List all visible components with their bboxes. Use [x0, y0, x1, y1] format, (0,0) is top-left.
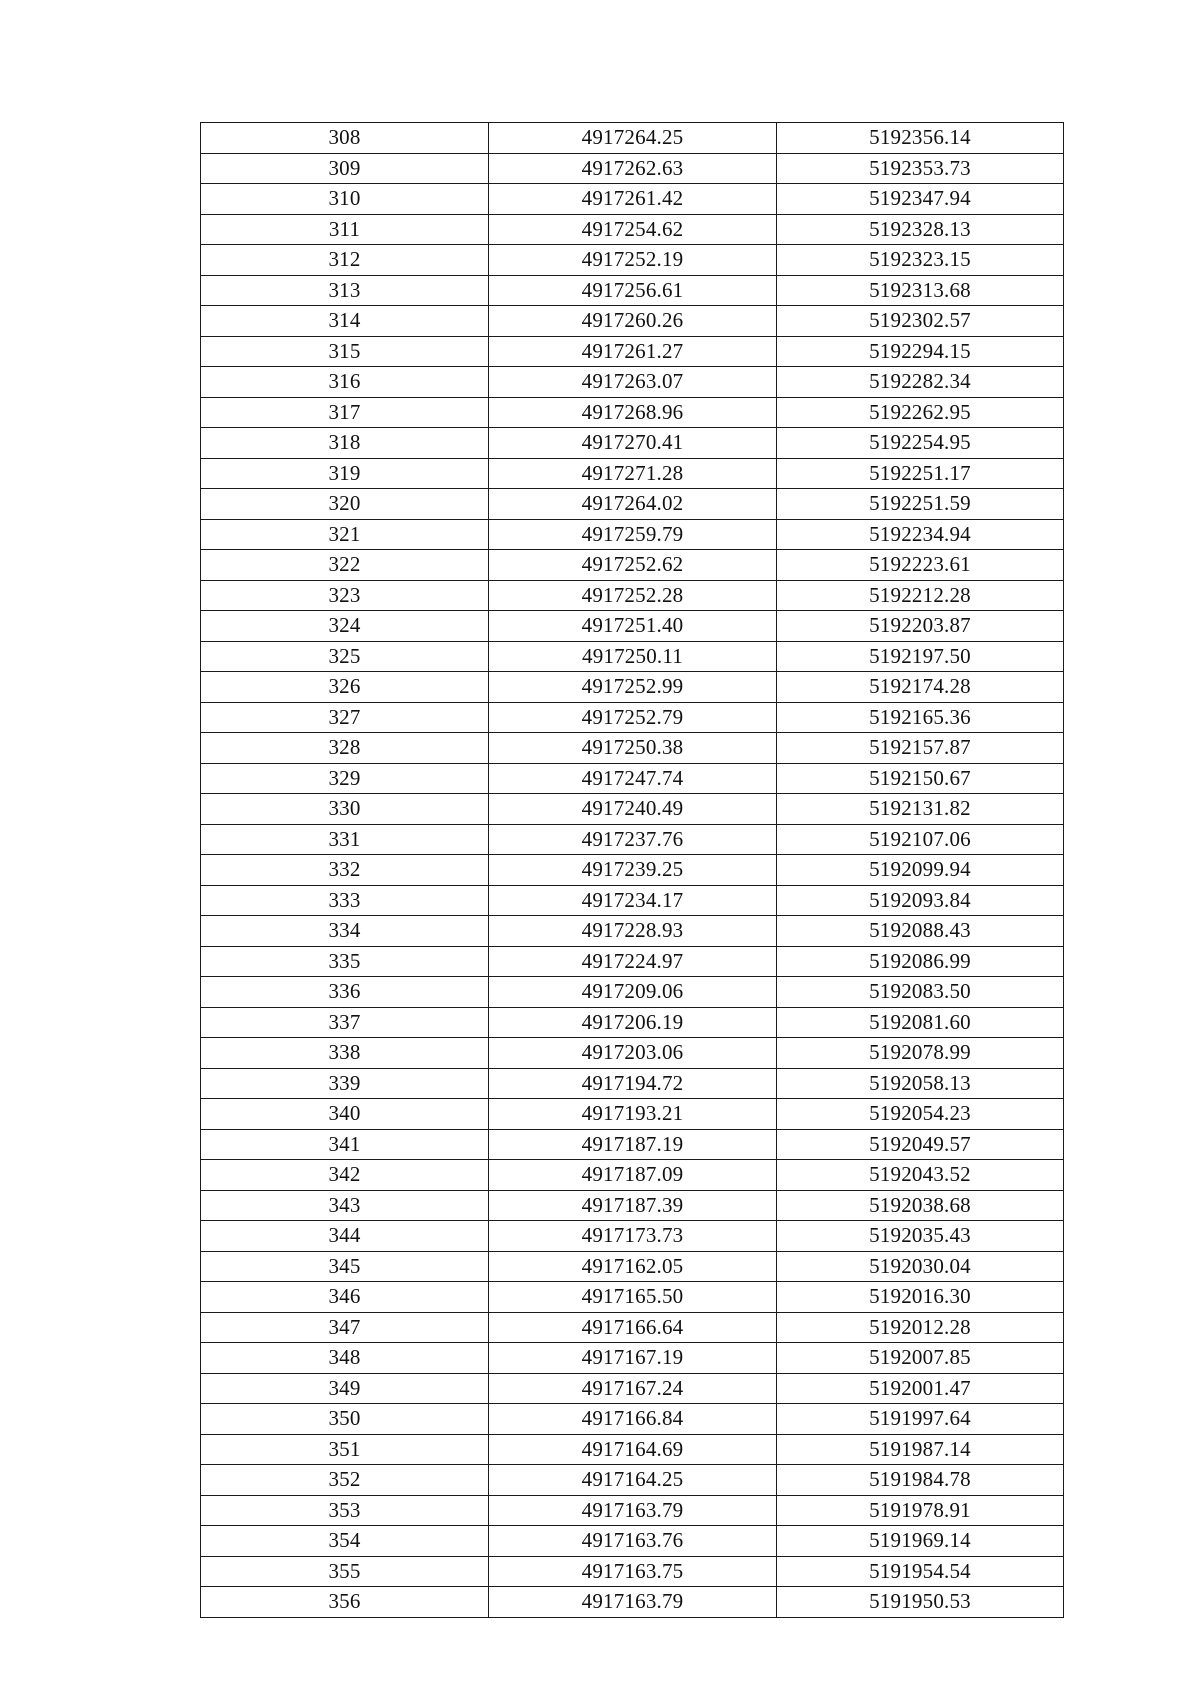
x-coordinate-cell: 4917250.38	[489, 733, 777, 764]
table-row	[201, 702, 1064, 733]
x-coordinate-cell: 4917224.97	[489, 946, 777, 977]
y-coordinate-cell: 5192088.43	[777, 916, 1064, 947]
y-coordinate-cell: 5192347.94	[777, 184, 1064, 215]
table-row	[201, 1190, 1064, 1221]
table-row	[201, 1587, 1064, 1618]
x-coordinate-cell: 4917260.26	[489, 306, 777, 337]
y-coordinate-cell: 5192262.95	[777, 397, 1064, 428]
table-row	[201, 733, 1064, 764]
table-row	[201, 1282, 1064, 1313]
x-coordinate-cell: 4917187.09	[489, 1160, 777, 1191]
table-row	[201, 367, 1064, 398]
x-coordinate-cell: 4917247.74	[489, 763, 777, 794]
y-coordinate-cell: 5192043.52	[777, 1160, 1064, 1191]
point-number-cell: 332	[201, 855, 489, 886]
y-coordinate-cell: 5192058.13	[777, 1068, 1064, 1099]
point-number-cell: 320	[201, 489, 489, 520]
y-coordinate-cell: 5191984.78	[777, 1465, 1064, 1496]
y-coordinate-cell: 5192107.06	[777, 824, 1064, 855]
table-row	[201, 1160, 1064, 1191]
x-coordinate-cell: 4917187.39	[489, 1190, 777, 1221]
table-row	[201, 1221, 1064, 1252]
x-coordinate-cell: 4917250.11	[489, 641, 777, 672]
x-coordinate-cell: 4917261.42	[489, 184, 777, 215]
y-coordinate-cell: 5191954.54	[777, 1556, 1064, 1587]
table-row	[201, 336, 1064, 367]
y-coordinate-cell: 5192302.57	[777, 306, 1064, 337]
point-number-cell: 345	[201, 1251, 489, 1282]
table-row	[201, 123, 1064, 154]
point-number-cell: 341	[201, 1129, 489, 1160]
table-row	[201, 611, 1064, 642]
y-coordinate-cell: 5192223.61	[777, 550, 1064, 581]
table-row	[201, 1312, 1064, 1343]
table-row	[201, 153, 1064, 184]
point-number-cell: 355	[201, 1556, 489, 1587]
table-row	[201, 306, 1064, 337]
x-coordinate-cell: 4917252.79	[489, 702, 777, 733]
point-number-cell: 313	[201, 275, 489, 306]
table-row	[201, 397, 1064, 428]
y-coordinate-cell: 5192007.85	[777, 1343, 1064, 1374]
x-coordinate-cell: 4917252.99	[489, 672, 777, 703]
point-number-cell: 338	[201, 1038, 489, 1069]
table-row	[201, 184, 1064, 215]
x-coordinate-cell: 4917261.27	[489, 336, 777, 367]
y-coordinate-cell: 5192054.23	[777, 1099, 1064, 1130]
point-number-cell: 328	[201, 733, 489, 764]
x-coordinate-cell: 4917251.40	[489, 611, 777, 642]
x-coordinate-cell: 4917240.49	[489, 794, 777, 825]
y-coordinate-cell: 5192081.60	[777, 1007, 1064, 1038]
x-coordinate-cell: 4917203.06	[489, 1038, 777, 1069]
point-number-cell: 319	[201, 458, 489, 489]
x-coordinate-cell: 4917167.24	[489, 1373, 777, 1404]
y-coordinate-cell: 5192234.94	[777, 519, 1064, 550]
point-number-cell: 309	[201, 153, 489, 184]
point-number-cell: 316	[201, 367, 489, 398]
y-coordinate-cell: 5192197.50	[777, 641, 1064, 672]
table-row	[201, 1251, 1064, 1282]
point-number-cell: 339	[201, 1068, 489, 1099]
table-row	[201, 245, 1064, 276]
y-coordinate-cell: 5192093.84	[777, 885, 1064, 916]
y-coordinate-cell: 5192251.59	[777, 489, 1064, 520]
table-row	[201, 489, 1064, 520]
point-number-cell: 335	[201, 946, 489, 977]
x-coordinate-cell: 4917166.64	[489, 1312, 777, 1343]
y-coordinate-cell: 5192313.68	[777, 275, 1064, 306]
point-number-cell: 333	[201, 885, 489, 916]
table-row	[201, 641, 1064, 672]
point-number-cell: 321	[201, 519, 489, 550]
y-coordinate-cell: 5192165.36	[777, 702, 1064, 733]
point-number-cell: 310	[201, 184, 489, 215]
point-number-cell: 318	[201, 428, 489, 459]
y-coordinate-cell: 5192203.87	[777, 611, 1064, 642]
point-number-cell: 330	[201, 794, 489, 825]
y-coordinate-cell: 5192251.17	[777, 458, 1064, 489]
table-row	[201, 275, 1064, 306]
table-row	[201, 458, 1064, 489]
x-coordinate-cell: 4917163.76	[489, 1526, 777, 1557]
table-row	[201, 428, 1064, 459]
y-coordinate-cell: 5191987.14	[777, 1434, 1064, 1465]
x-coordinate-cell: 4917252.28	[489, 580, 777, 611]
point-number-cell: 315	[201, 336, 489, 367]
point-number-cell: 314	[201, 306, 489, 337]
y-coordinate-cell: 5192174.28	[777, 672, 1064, 703]
coordinates-table	[200, 122, 1064, 1618]
point-number-cell: 343	[201, 1190, 489, 1221]
y-coordinate-cell: 5191997.64	[777, 1404, 1064, 1435]
table-row	[201, 794, 1064, 825]
point-number-cell: 342	[201, 1160, 489, 1191]
x-coordinate-cell: 4917206.19	[489, 1007, 777, 1038]
point-number-cell: 340	[201, 1099, 489, 1130]
point-number-cell: 356	[201, 1587, 489, 1618]
y-coordinate-cell: 5192356.14	[777, 123, 1064, 154]
table-row	[201, 977, 1064, 1008]
table-row	[201, 550, 1064, 581]
point-number-cell: 325	[201, 641, 489, 672]
point-number-cell: 348	[201, 1343, 489, 1374]
x-coordinate-cell: 4917237.76	[489, 824, 777, 855]
point-number-cell: 354	[201, 1526, 489, 1557]
x-coordinate-cell: 4917164.69	[489, 1434, 777, 1465]
point-number-cell: 353	[201, 1495, 489, 1526]
y-coordinate-cell: 5192038.68	[777, 1190, 1064, 1221]
y-coordinate-cell: 5192353.73	[777, 153, 1064, 184]
point-number-cell: 311	[201, 214, 489, 245]
y-coordinate-cell: 5192078.99	[777, 1038, 1064, 1069]
point-number-cell: 326	[201, 672, 489, 703]
table-row	[201, 580, 1064, 611]
x-coordinate-cell: 4917173.73	[489, 1221, 777, 1252]
x-coordinate-cell: 4917263.07	[489, 367, 777, 398]
x-coordinate-cell: 4917259.79	[489, 519, 777, 550]
point-number-cell: 347	[201, 1312, 489, 1343]
y-coordinate-cell: 5192150.67	[777, 763, 1064, 794]
x-coordinate-cell: 4917239.25	[489, 855, 777, 886]
table-row	[201, 1373, 1064, 1404]
y-coordinate-cell: 5192131.82	[777, 794, 1064, 825]
point-number-cell: 308	[201, 123, 489, 154]
point-number-cell: 334	[201, 916, 489, 947]
table-row	[201, 946, 1064, 977]
y-coordinate-cell: 5192323.15	[777, 245, 1064, 276]
table-row	[201, 1434, 1064, 1465]
table-row	[201, 1556, 1064, 1587]
x-coordinate-cell: 4917165.50	[489, 1282, 777, 1313]
table-row	[201, 885, 1064, 916]
y-coordinate-cell: 5191950.53	[777, 1587, 1064, 1618]
x-coordinate-cell: 4917163.79	[489, 1495, 777, 1526]
y-coordinate-cell: 5191978.91	[777, 1495, 1064, 1526]
y-coordinate-cell: 5192012.28	[777, 1312, 1064, 1343]
x-coordinate-cell: 4917234.17	[489, 885, 777, 916]
point-number-cell: 317	[201, 397, 489, 428]
table-row	[201, 916, 1064, 947]
point-number-cell: 322	[201, 550, 489, 581]
table-row	[201, 519, 1064, 550]
table-row	[201, 1038, 1064, 1069]
y-coordinate-cell: 5192212.28	[777, 580, 1064, 611]
table-row	[201, 1129, 1064, 1160]
point-number-cell: 344	[201, 1221, 489, 1252]
table-row	[201, 1343, 1064, 1374]
x-coordinate-cell: 4917194.72	[489, 1068, 777, 1099]
table-row	[201, 1526, 1064, 1557]
point-number-cell: 351	[201, 1434, 489, 1465]
point-number-cell: 336	[201, 977, 489, 1008]
y-coordinate-cell: 5192294.15	[777, 336, 1064, 367]
x-coordinate-cell: 4917166.84	[489, 1404, 777, 1435]
x-coordinate-cell: 4917254.62	[489, 214, 777, 245]
y-coordinate-cell: 5191969.14	[777, 1526, 1064, 1557]
x-coordinate-cell: 4917270.41	[489, 428, 777, 459]
table-row	[201, 1099, 1064, 1130]
table-row	[201, 214, 1064, 245]
x-coordinate-cell: 4917164.25	[489, 1465, 777, 1496]
table-row	[201, 824, 1064, 855]
x-coordinate-cell: 4917163.75	[489, 1556, 777, 1587]
y-coordinate-cell: 5192049.57	[777, 1129, 1064, 1160]
x-coordinate-cell: 4917256.61	[489, 275, 777, 306]
table-row	[201, 672, 1064, 703]
x-coordinate-cell: 4917252.19	[489, 245, 777, 276]
y-coordinate-cell: 5192157.87	[777, 733, 1064, 764]
y-coordinate-cell: 5192328.13	[777, 214, 1064, 245]
point-number-cell: 327	[201, 702, 489, 733]
y-coordinate-cell: 5192030.04	[777, 1251, 1064, 1282]
x-coordinate-cell: 4917209.06	[489, 977, 777, 1008]
x-coordinate-cell: 4917163.79	[489, 1587, 777, 1618]
y-coordinate-cell: 5192001.47	[777, 1373, 1064, 1404]
table-row	[201, 1465, 1064, 1496]
x-coordinate-cell: 4917264.02	[489, 489, 777, 520]
table-row	[201, 1404, 1064, 1435]
y-coordinate-cell: 5192083.50	[777, 977, 1064, 1008]
x-coordinate-cell: 4917162.05	[489, 1251, 777, 1282]
y-coordinate-cell: 5192016.30	[777, 1282, 1064, 1313]
x-coordinate-cell: 4917268.96	[489, 397, 777, 428]
point-number-cell: 352	[201, 1465, 489, 1496]
y-coordinate-cell: 5192099.94	[777, 855, 1064, 886]
table-row	[201, 1068, 1064, 1099]
point-number-cell: 331	[201, 824, 489, 855]
table-row	[201, 1495, 1064, 1526]
x-coordinate-cell: 4917271.28	[489, 458, 777, 489]
point-number-cell: 349	[201, 1373, 489, 1404]
x-coordinate-cell: 4917187.19	[489, 1129, 777, 1160]
table-row	[201, 763, 1064, 794]
x-coordinate-cell: 4917262.63	[489, 153, 777, 184]
y-coordinate-cell: 5192035.43	[777, 1221, 1064, 1252]
x-coordinate-cell: 4917193.21	[489, 1099, 777, 1130]
y-coordinate-cell: 5192254.95	[777, 428, 1064, 459]
x-coordinate-cell: 4917264.25	[489, 123, 777, 154]
table-row	[201, 1007, 1064, 1038]
y-coordinate-cell: 5192282.34	[777, 367, 1064, 398]
point-number-cell: 346	[201, 1282, 489, 1313]
point-number-cell: 329	[201, 763, 489, 794]
point-number-cell: 323	[201, 580, 489, 611]
coordinates-table-body	[201, 123, 1064, 1618]
table-row	[201, 855, 1064, 886]
y-coordinate-cell: 5192086.99	[777, 946, 1064, 977]
point-number-cell: 337	[201, 1007, 489, 1038]
point-number-cell: 350	[201, 1404, 489, 1435]
x-coordinate-cell: 4917252.62	[489, 550, 777, 581]
point-number-cell: 324	[201, 611, 489, 642]
x-coordinate-cell: 4917167.19	[489, 1343, 777, 1374]
x-coordinate-cell: 4917228.93	[489, 916, 777, 947]
point-number-cell: 312	[201, 245, 489, 276]
